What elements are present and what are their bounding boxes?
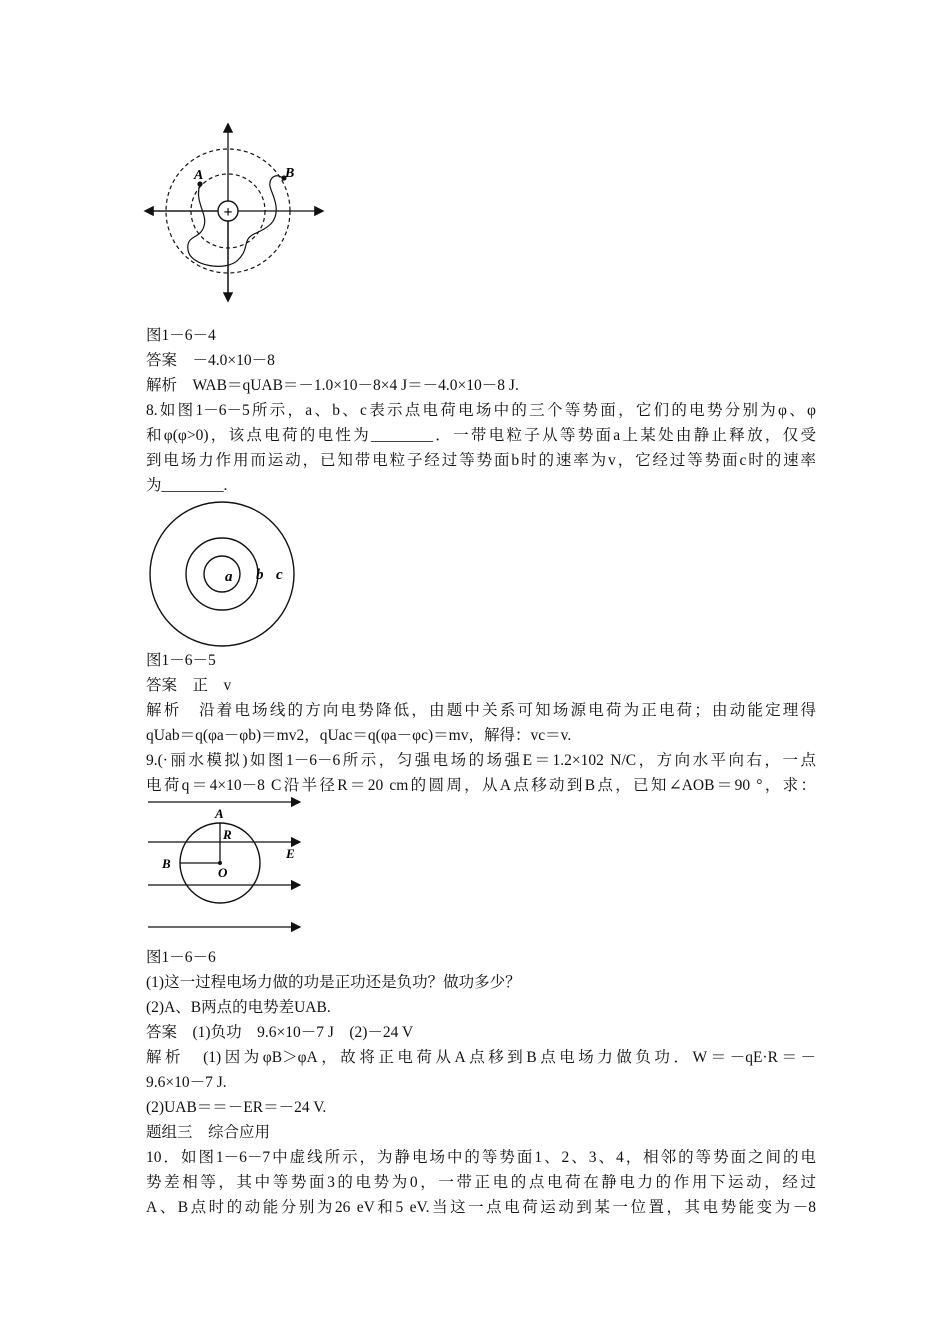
text-line: 题组三 综合应用 [146,1124,271,1141]
label-e: E [286,846,295,861]
text-line: (2)UAB＝＝－ER＝－24 V. [146,1099,327,1116]
text-line: 9.6×10－7 J. [146,1074,227,1091]
text-line: 9.(·丽水模拟)如图1－6－6所示，匀强电场的场强E＝1.2×102 N/C，方向水平向右，一点 [146,752,816,769]
text-line: 势差相等，其中等势面3的电势为0，一带正电的点电荷在静电力的作用下运动，经过 [146,1174,816,1191]
text-line: 解析 沿着电场线的方向电势降低，由题中关系可知场源电荷为正电荷；由动能定理得 [146,702,816,719]
trajectory-curve [188,176,284,267]
center-plus-symbol: + [223,204,233,221]
label-r: R [223,827,232,842]
text-line: 8.如图1－6－5所示，a、b、c表示点电荷电场中的三个等势面，它们的电势分别为φ、φ [146,402,816,419]
label-c: c [276,567,283,583]
text-line: 图1－6－6 [146,949,216,966]
text-line: 为________. [146,477,228,494]
figure-1-6-5 [146,498,302,650]
text-line: 解析 (1)因为φB＞φA，故将正电荷从A点移到B点电场力做负功．W＝－qE·R＝－ [146,1049,816,1066]
text-line: 解析 WAB＝qUAB＝－1.0×10－8×4 J＝－4.0×10－8 J. [146,377,519,394]
equipotential-b [186,538,258,610]
text-line: 和φ(φ>0)，该点电荷的电性为________．一带电粒子从等势面a上某处由静止释放，仅受 [146,427,816,444]
label-b: b [256,567,264,583]
label-o: O [218,865,228,880]
label-a: A [215,806,224,821]
text-line: (1)这一过程电场力做的功是正功还是负功？做功多少？ [146,974,521,991]
figure-1-6-6 [146,796,306,936]
text-line: 图1－6－5 [146,652,216,669]
text-line: 答案 (1)负功 9.6×10－7 J (2)－24 V [146,1024,414,1041]
text-line: 到电场力作用而运动，已知带电粒子经过等势面b时的速率为v，它经过等势面c时的速率 [146,452,816,469]
text-line: qUab＝q(φa－φb)＝mv2，qUac＝q(φa－φc)＝mv，解得：vc＝v. [146,727,572,744]
label-b: B [162,856,171,871]
label-a: A [194,168,204,183]
text-line: 答案 正 v [146,677,232,694]
equipotential-a [204,556,240,592]
text-line: 答案 －4.0×10－8 [146,352,275,369]
text-line: 10．如图1－6－7中虚线所示，为静电场中的等势面1、2、3、4，相邻的等势面之间的电 [146,1149,816,1166]
text-line: A、B点时的动能分别为26 eV和5 eV.当这一点电荷运动到某一位置，其电势能变为－8 [146,1199,816,1216]
text-line: 图1－6－4 [146,327,216,344]
text-line: (2)A、B两点的电势差UAB. [146,999,331,1016]
figure-1-6-4 [142,122,326,304]
equipotential-c [150,502,294,646]
text-line: 电荷q＝4×10－8 C沿半径R＝20 cm的圆周，从A点移动到B点，已知∠AOB＝90 °，求： [146,777,816,794]
label-b: B [285,166,295,181]
label-a: a [225,569,233,585]
